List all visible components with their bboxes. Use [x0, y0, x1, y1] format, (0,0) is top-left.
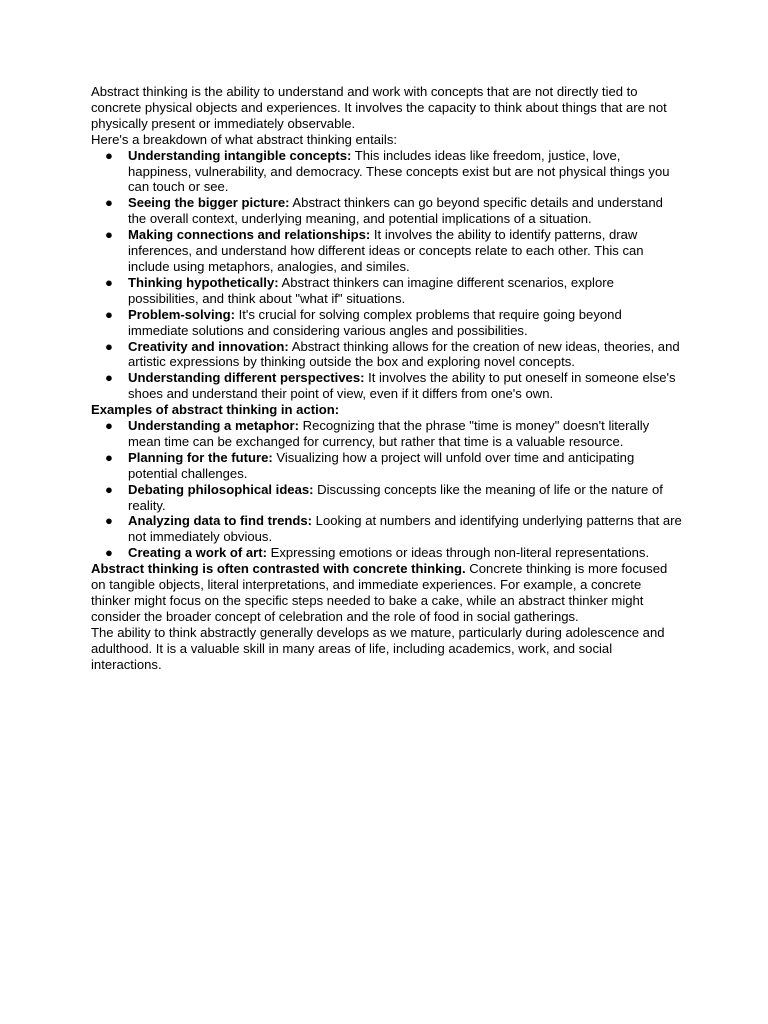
- document-page: [91, 84, 683, 673]
- list-item-text: It involves the ability to identify patterns, draw inferences, and understand how different ideas or concepts relate to each other. This can include using metaphors, analogies, and similes.: [128, 227, 644, 274]
- list-item-text: Expressing emotions or ideas through non-literal representations.: [266, 545, 650, 561]
- list-item-text: Abstract thinking allows for the creation of new ideas, theories, and artistic expressions by thinking outside the box and exploring novel concepts.: [128, 338, 680, 370]
- bullet-icon: ●: [105, 545, 113, 561]
- list-item-text: Visualizing how a project will unfold over time and anticipating potential challenges.: [128, 449, 635, 481]
- list-item-text: It involves the ability to put oneself in someone else's shoes and understand their point of view, even if it differs from one's own.: [128, 370, 676, 402]
- list-item: [91, 545, 683, 561]
- list-item-term: Problem-solving:: [128, 306, 235, 322]
- bullet-icon: ●: [105, 195, 113, 211]
- list-item-term: Debating philosophical ideas:: [128, 481, 314, 497]
- bullet-icon: ●: [105, 370, 113, 386]
- bullet-icon: ●: [105, 481, 113, 497]
- list-item: [91, 195, 683, 227]
- breakdown-list: [91, 148, 683, 403]
- bullet-icon: ●: [105, 306, 113, 322]
- bullet-icon: ●: [105, 274, 113, 290]
- list-item-term: Understanding different perspectives:: [128, 370, 365, 386]
- intro-paragraph: Abstract thinking is the ability to understand and work with concepts that are not directly tied to concrete physical objects and experiences. It involves the capacity to think about things that are not physically present or immediately observable.: [91, 84, 667, 131]
- list-item: [91, 307, 683, 339]
- breakdown-lead: Here's a breakdown of what abstract thinking entails:: [91, 131, 398, 147]
- list-item-term: Creativity and innovation:: [128, 338, 289, 354]
- list-item: [91, 227, 683, 275]
- closing-paragraph: The ability to think abstractly generally develops as we mature, particularly during adolescence and adulthood. It is a valuable skill in many areas of life, including academics, work, and social interactions.: [91, 624, 665, 672]
- list-item: [91, 148, 683, 196]
- list-item-text: Looking at numbers and identifying underlying patterns that are not immediately obvious.: [128, 513, 682, 545]
- list-item: [91, 339, 683, 371]
- list-item-term: Planning for the future:: [128, 449, 273, 465]
- bullet-icon: ●: [105, 147, 113, 163]
- list-item-term: Creating a work of art:: [128, 545, 267, 561]
- list-item-text: It's crucial for solving complex problems that require going beyond immediate solutions and considering various angles and possibilities.: [128, 306, 622, 338]
- list-item-term: Seeing the bigger picture:: [128, 195, 290, 211]
- bullet-icon: ●: [105, 338, 113, 354]
- examples-heading-text: Examples of abstract thinking in action:: [91, 402, 340, 418]
- list-item-text: This includes ideas like freedom, justice, love, happiness, vulnerability, and democracy. These concepts exist but are not physical things you can touch or see.: [128, 147, 670, 195]
- list-item: [91, 450, 683, 482]
- bullet-icon: ●: [105, 513, 113, 529]
- bullet-icon: ●: [105, 449, 113, 465]
- list-item-text: Abstract thinkers can go beyond specific details and understand the overall context, underlying meaning, and potential implications of a situation.: [128, 195, 663, 227]
- list-item-text: Discussing concepts like the meaning of life or the nature of reality.: [128, 481, 663, 513]
- list-item-text: Abstract thinkers can imagine different scenarios, explore possibilities, and think about "what if" situations.: [128, 274, 614, 306]
- list-item-text: Recognizing that the phrase "time is money" doesn't literally mean time can be exchanged for currency, but rather that time is a valuable resource.: [128, 418, 650, 449]
- examples-heading: [91, 402, 683, 418]
- list-item-term: Making connections and relationships:: [128, 227, 371, 243]
- list-item: [91, 370, 683, 402]
- contrast-text: Concrete thinking is more focused on tangible objects, literal interpretations, and immediate experiences. For example, a concrete thinker might focus on the specific steps needed to bake a cake, while an abstract thinker might consider the broader concept of celebration and the role of food in social gatherings.: [91, 561, 668, 624]
- list-item: [91, 513, 683, 545]
- list-item-term: Understanding intangible concepts:: [128, 147, 352, 163]
- list-item-term: Thinking hypothetically:: [128, 274, 279, 290]
- contrast-paragraph: [91, 561, 683, 625]
- list-item: [91, 482, 683, 514]
- list-item: [91, 275, 683, 307]
- list-item-term: Analyzing data to find trends:: [128, 513, 313, 529]
- list-item-term: Understanding a metaphor:: [128, 418, 299, 434]
- list-item: [91, 418, 683, 450]
- bullet-icon: ●: [105, 418, 113, 434]
- examples-list: [91, 418, 683, 561]
- bullet-icon: ●: [105, 227, 113, 243]
- contrast-bold-text: Abstract thinking is often contrasted with concrete thinking.: [91, 561, 466, 577]
